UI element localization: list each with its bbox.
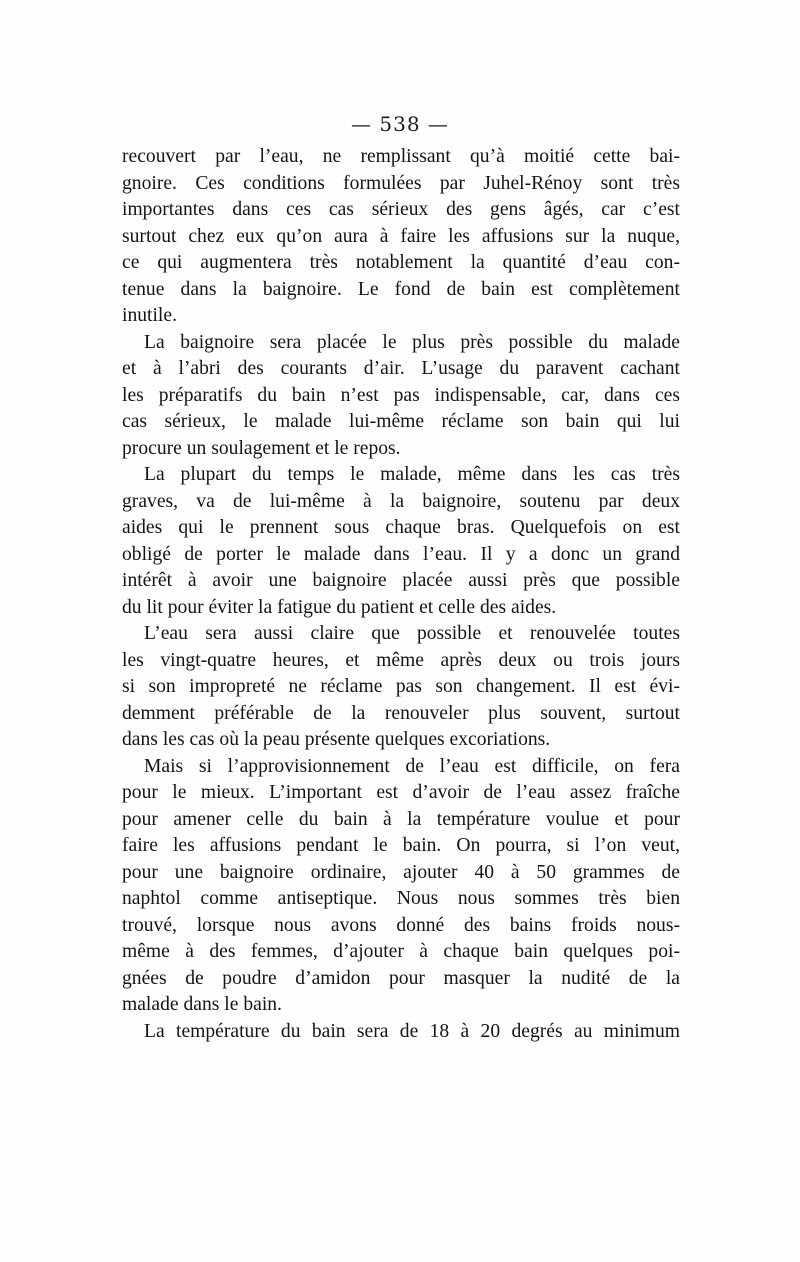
text-line: ce qui augmentera très notablement la quantité d’eau con- [122,252,680,273]
paragraph-first-line: L’eau sera aussi claire que possible et renouvelée toutes [144,623,680,644]
text-line: inutile. [122,305,177,326]
paragraph-first-line: La plupart du temps le malade, même dans les cas très [144,464,680,485]
text-line: recouvert par l’eau, ne remplissant qu’à moitié cette bai- [122,146,680,167]
text-line: pour une baignoire ordinaire, ajouter 40 à 50 grammes de [122,861,680,883]
text-line: obligé de porter le malade dans l’eau. Il y a donc un grand [122,543,680,565]
text-line: procure un soulagement et le repos. [122,437,401,459]
text-line: même à des femmes, d’ajouter à chaque bain quelques poi- [122,941,680,962]
text-line: tenue dans la baignoire. Le fond de bain est complètement [122,278,680,300]
text-line: dans les cas où la peau présente quelques excoriations. [122,729,551,750]
text-line: les préparatifs du bain n’est pas indispensable, car, dans ces [122,384,680,406]
text-line: pour amener celle du bain à la température voulue et pour [122,808,680,830]
text-line: malade dans le bain. [122,994,282,1015]
text-line: naphtol comme antiseptique. Nous nous sommes très bien [122,888,680,909]
text-line: demment préférable de la renouveler plus souvent, surtout [122,702,680,724]
text-line: les vingt-quatre heures, et même après deux ou trois jours [122,649,680,671]
text-line: pour le mieux. L’important est d’avoir de l’eau assez fraîche [122,782,680,803]
text-line: si son impropreté ne réclame pas son changement. Il est évi- [122,676,680,697]
text-line: et à l’abri des courants d’air. L’usage du paravent cachant [122,358,680,379]
text-line: graves, va de lui-même à la baignoire, soutenu par deux [122,490,680,512]
text-line: faire les affusions pendant le bain. On pourra, si l’on veut, [122,835,680,856]
text-line: gnoire. Ces conditions formulées par Juhel-Rénoy sont très [122,172,680,194]
text-line: gnées de poudre d’amidon pour masquer la nudité de la [122,967,680,989]
text-line: intérêt à avoir une baignoire placée aussi près que possible [122,570,680,591]
text-line: importantes dans ces cas sérieux des gens âgés, car c’est [122,199,680,220]
paragraph-first-line: Mais si l’approvisionnement de l’eau est difficile, on fera [144,755,680,777]
paragraph-first-line: La température du bain sera de 18 à 20 degrés au minimum [144,1020,680,1042]
paragraph-first-line: La baignoire sera placée le plus près possible du malade [144,331,680,353]
text-line: trouvé, lorsque nous avons donné des bains froids nous- [122,914,680,936]
text-line: du lit pour éviter la fatigue du patient et celle des aides. [122,596,557,618]
text-line: aides qui le prennent sous chaque bras. Quelquefois on est [122,517,680,538]
text-line: cas sérieux, le malade lui-même réclame son bain qui lui [122,411,680,432]
text-line: surtout chez eux qu’on aura à faire les affusions sur la nuque, [122,225,680,247]
page-number: — 538 — [351,112,449,136]
body-text [122,144,680,1045]
